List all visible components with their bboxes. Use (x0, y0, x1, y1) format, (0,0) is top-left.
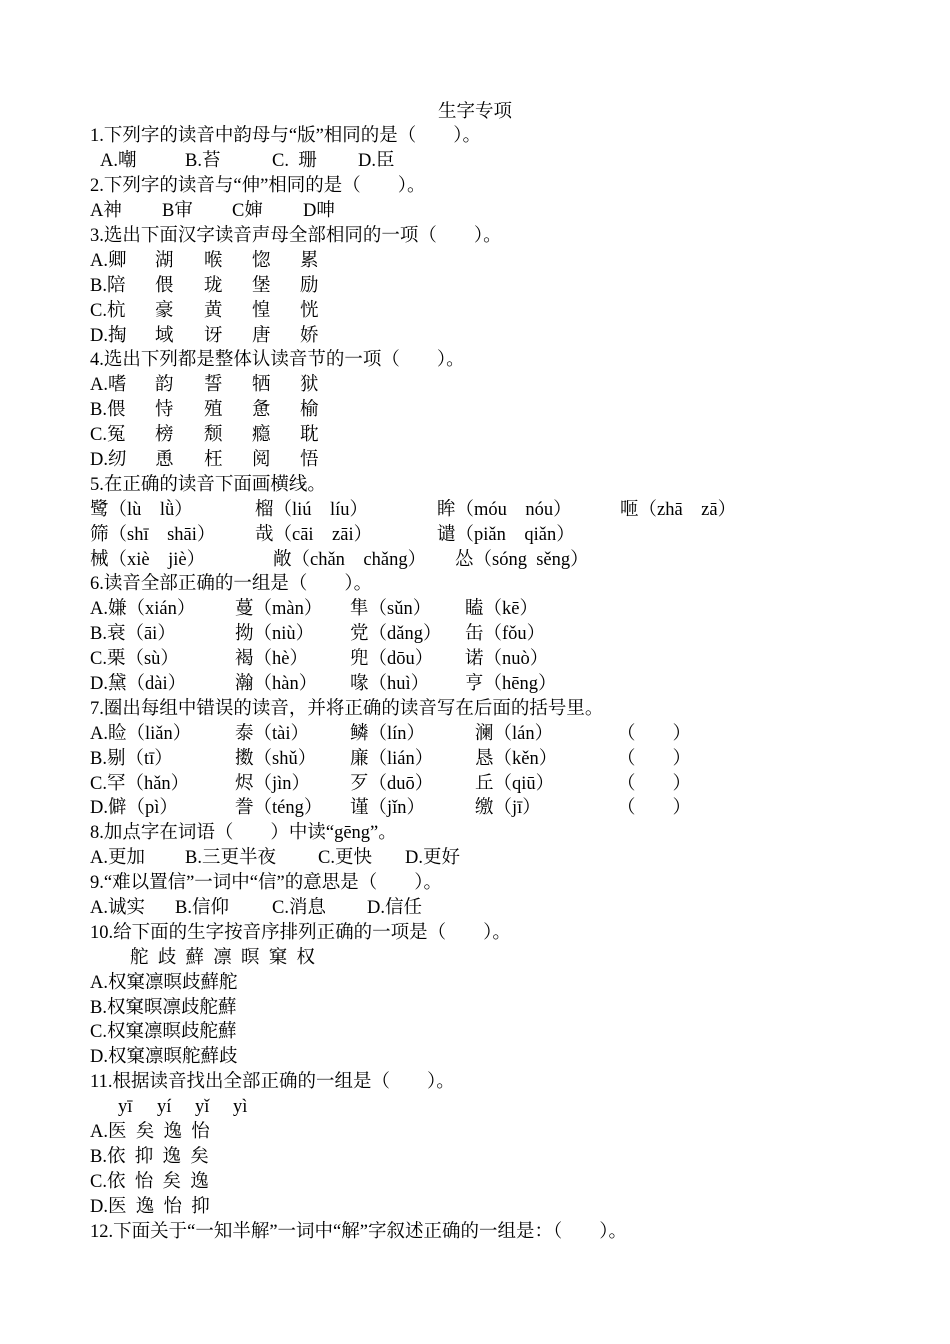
q1-option-b: B.苔 (185, 151, 221, 172)
q4-d-char-3: 枉 (204, 449, 223, 470)
q8-option-c: C.更快 (318, 848, 372, 869)
q1-stem-line (0, 124, 950, 149)
q3-option-row-b (0, 274, 950, 299)
q3-option-row-a (0, 249, 950, 274)
q3-b-char-5: 励 (300, 275, 319, 296)
q7-option-row-b (0, 747, 950, 772)
q4-option-row-c (0, 423, 950, 448)
q11-option-a: A.医 矣 逸 怡 (90, 1122, 210, 1143)
q7-c-answer-blank: （ ） (617, 773, 692, 794)
q6-d-item-3: 喙（huì） (350, 673, 430, 694)
q6-b-item-2: 拗（niù） (235, 624, 315, 645)
q3-stem: 3.选出下面汉字读音声母全部相同的一项（ ）。 (90, 225, 502, 246)
q6-option-row-d (0, 672, 950, 697)
q2-option-a: A神 (90, 201, 122, 222)
q5-item-song: 怂（sóng sěng） (455, 549, 589, 570)
q11-pinyin-4: yì (233, 1097, 248, 1118)
q6-d-item-2: 瀚（hàn） (235, 673, 318, 694)
q1-option-c: C. 珊 (272, 151, 317, 172)
question-1 (0, 124, 950, 174)
q10-option-c: C.权窠凛暝歧舵蘚 (90, 1022, 237, 1043)
q5-item-mou: 眸（móu nóu） (437, 499, 572, 520)
q10-characters: 舵 歧 蘚 凛 暝 窠 权 (130, 947, 316, 968)
question-11 (0, 1070, 950, 1219)
question-6 (0, 572, 950, 696)
q3-c-char-3: 黄 (204, 300, 223, 321)
q11-option-row-d (0, 1195, 950, 1220)
q6-option-row-b (0, 622, 950, 647)
q7-option-row-a (0, 722, 950, 747)
q8-stem: 8.加点字在词语（ ）中读“gēng”。 (90, 823, 397, 844)
q5-row-2 (0, 523, 950, 548)
q7-d-item-1: D.僻（pì） (90, 798, 178, 819)
question-12 (0, 1220, 950, 1245)
q6-stem: 6.读音全部正确的一组是（ ）。 (90, 574, 373, 595)
q4-c-char-1: C.冤 (90, 425, 126, 446)
q2-option-d: D呻 (303, 201, 335, 222)
q7-b-item-1: B.剔（tī） (90, 748, 173, 769)
question-8 (0, 821, 950, 871)
q3-a-char-5: 累 (300, 250, 319, 271)
q7-d-item-4: 缴（jī） (475, 798, 541, 819)
q5-stem: 5.在正确的读音下面画横线。 (90, 474, 326, 495)
q6-a-item-4: 瞌（kē） (465, 599, 538, 620)
q7-a-item-1: A.睑（liǎn） (90, 723, 192, 744)
q11-option-b: B.依 抑 逸 矣 (90, 1146, 209, 1167)
q6-c-item-1: C.栗（sù） (90, 649, 179, 670)
q7-option-row-d (0, 796, 950, 821)
q1-option-d: D.臣 (358, 151, 395, 172)
q3-c-char-5: 恍 (300, 300, 319, 321)
q10-option-b: B.权窠暝凛歧舵蘚 (90, 997, 237, 1018)
q3-stem-line (0, 224, 950, 249)
q4-d-char-2: 恿 (155, 449, 174, 470)
q4-a-char-1: A.嗜 (90, 375, 127, 396)
q7-d-item-2: 誊（téng） (235, 798, 323, 819)
q7-a-answer-blank: （ ） (617, 723, 692, 744)
q4-b-char-3: 殖 (204, 400, 223, 421)
question-9 (0, 871, 950, 921)
q12-stem: 12.下面关于“一知半解”一词中“解”字叙述正确的一组是：（ ）。 (90, 1221, 627, 1242)
q8-option-d: D.更好 (405, 848, 460, 869)
q10-stem: 10.给下面的生字按音序排列正确的一项是（ ）。 (90, 922, 511, 943)
q11-pinyin-2: yí (157, 1097, 172, 1118)
q9-options-row (0, 896, 950, 921)
q8-option-a: A.更加 (90, 848, 145, 869)
question-7 (0, 697, 950, 821)
q3-d-char-2: 域 (155, 325, 174, 346)
q11-option-d: D.医 逸 怡 抑 (90, 1196, 210, 1217)
q10-option-row-b (0, 996, 950, 1021)
q7-a-item-3: 鳞（lín） (350, 723, 426, 744)
q11-option-row-b (0, 1145, 950, 1170)
q2-stem: 2.下列字的读音与“伸”相同的是（ ）。 (90, 176, 426, 197)
q4-option-row-a (0, 373, 950, 398)
q5-row-3 (0, 548, 950, 573)
q4-d-char-4: 阅 (252, 449, 271, 470)
q5-item-shai: 筛（shī shāi） (90, 524, 216, 545)
q7-c-item-4: 丘（qiū） (475, 773, 555, 794)
q9-stem-line (0, 871, 950, 896)
q11-option-row-a (0, 1120, 950, 1145)
q5-row-1 (0, 498, 950, 523)
q7-b-item-2: 擞（shǔ） (235, 748, 317, 769)
q3-d-char-4: 唐 (252, 325, 271, 346)
q7-b-item-4: 恳（kěn） (475, 748, 558, 769)
q5-stem-line (0, 473, 950, 498)
q2-options-row (0, 199, 950, 224)
q11-stem-line (0, 1070, 950, 1095)
q3-d-char-5: 娇 (300, 325, 319, 346)
q6-d-item-1: D.黛（dài） (90, 673, 187, 694)
q7-c-item-1: C.罕（hǎn） (90, 773, 190, 794)
q3-d-char-1: D.掏 (90, 325, 127, 346)
q10-option-a: A.权窠凛暝歧蘚舵 (90, 972, 238, 993)
q7-stem: 7.圈出每组中错误的读音，并将正确的读音写在后面的括号里。 (90, 698, 604, 719)
q6-option-row-c (0, 647, 950, 672)
q11-pinyin-line (0, 1095, 950, 1120)
q7-a-item-2: 泰（tài） (235, 723, 309, 744)
q6-a-item-1: A.嫌（xián） (90, 599, 196, 620)
q5-item-lu: 鹭（lù lǜ） (90, 499, 193, 520)
q4-d-char-1: D.纫 (90, 449, 127, 470)
q11-option-row-c (0, 1170, 950, 1195)
question-5 (0, 473, 950, 573)
q2-stem-line (0, 174, 950, 199)
q3-c-char-1: C.杭 (90, 300, 126, 321)
q9-option-b: B.信仰 (175, 898, 229, 918)
q3-c-char-4: 惶 (252, 300, 271, 321)
q10-stem-line (0, 921, 950, 946)
q7-c-item-2: 烬（jìn） (235, 773, 311, 794)
q4-a-char-5: 狱 (300, 375, 319, 396)
q10-option-row-c (0, 1020, 950, 1045)
q4-b-char-1: B.偎 (90, 400, 126, 421)
q4-stem-line (0, 348, 950, 373)
q4-d-char-5: 悟 (300, 449, 319, 470)
q7-b-item-3: 廉（lián） (350, 748, 434, 769)
q6-b-item-3: 党（dǎng） (350, 624, 442, 645)
q3-c-char-2: 豪 (155, 300, 174, 321)
q7-d-item-3: 谨（jǐn） (350, 798, 426, 819)
page-title: 生字专项 (437, 101, 512, 122)
q10-option-row-a (0, 971, 950, 996)
q8-stem-line (0, 821, 950, 846)
q4-c-char-4: 瘾 (252, 425, 271, 446)
q3-a-char-3: 喉 (204, 250, 223, 271)
q5-item-liu: 榴（liú líu） (255, 499, 369, 520)
q5-item-zai: 哉（cāi zāi） (255, 524, 373, 545)
q11-option-c: C.依 怡 矣 逸 (90, 1171, 209, 1192)
q4-stem: 4.选出下列都是整体认读音节的一项（ ）。 (90, 350, 465, 371)
q4-c-char-5: 耽 (300, 425, 319, 446)
title-line (0, 100, 950, 125)
q4-a-char-2: 韵 (155, 375, 174, 396)
q1-stem: 1.下列字的读音中韵母与“版”相同的是（ ）。 (90, 126, 482, 147)
question-10 (0, 921, 950, 1070)
q7-a-item-4: 澜（lán） (475, 723, 554, 744)
question-3 (0, 224, 950, 348)
q5-item-qian: 谴（piǎn qiǎn） (437, 524, 575, 545)
q6-option-row-a (0, 597, 950, 622)
q6-a-item-3: 隼（sǔn） (350, 599, 432, 620)
q4-c-char-2: 榜 (155, 425, 174, 446)
q4-b-char-5: 榆 (300, 400, 319, 421)
q8-options-row (0, 846, 950, 871)
q7-stem-line (0, 697, 950, 722)
q4-b-char-2: 恃 (155, 400, 174, 421)
q7-c-item-3: 歹（duō） (350, 773, 434, 794)
q3-b-char-3: 珑 (204, 275, 223, 296)
q2-option-c: C婶 (232, 201, 263, 222)
q10-option-d: D.权窠凛暝舵蘚歧 (90, 1047, 238, 1068)
q10-option-row-d (0, 1045, 950, 1070)
q9-stem: 9.“难以置信”一词中“信”的意思是（ ）。 (90, 873, 442, 894)
q11-pinyin-3: yǐ (195, 1097, 210, 1118)
q5-item-chang: 敞（chǎn chǎng） (273, 549, 427, 570)
q1-options-row (0, 149, 950, 174)
q9-option-d: D.信任 (367, 898, 422, 918)
q10-characters-line (0, 946, 950, 971)
q1-option-a: A.嘲 (100, 151, 137, 172)
q6-c-item-2: 褐（hè） (235, 649, 308, 670)
q3-a-char-1: A.卿 (90, 250, 127, 271)
q9-option-a: A.诚实 (90, 898, 145, 918)
q11-stem: 11.根据读音找出全部正确的一组是（ ）。 (90, 1072, 455, 1093)
q7-d-answer-blank: （ ） (617, 798, 692, 819)
q9-option-c: C.消息 (272, 898, 326, 918)
q2-option-b: B审 (162, 201, 193, 222)
q3-d-char-3: 讶 (204, 325, 223, 346)
q3-b-char-2: 偎 (155, 275, 174, 296)
q3-a-char-2: 湖 (155, 250, 174, 271)
q3-option-row-c (0, 299, 950, 324)
q6-c-item-3: 兜（dōu） (350, 649, 434, 670)
q4-a-char-3: 誓 (204, 375, 223, 396)
q7-b-answer-blank: （ ） (617, 748, 692, 769)
q5-item-za: 咂（zhā zā） (620, 499, 737, 520)
q11-pinyin-1: yī (118, 1097, 133, 1118)
q8-option-b: B.三更半夜 (185, 848, 276, 869)
q6-a-item-2: 蔓（màn） (235, 599, 323, 620)
q6-b-item-4: 缶（fǒu） (465, 624, 546, 645)
q3-option-row-d (0, 324, 950, 349)
q3-b-char-4: 堡 (252, 275, 271, 296)
q12-stem-line (0, 1220, 950, 1245)
question-4 (0, 348, 950, 472)
q5-item-xie: 械（xiè jiè） (90, 549, 206, 570)
q7-option-row-c (0, 772, 950, 797)
q6-c-item-4: 诺（nuò） (465, 649, 549, 670)
question-2 (0, 174, 950, 224)
q6-stem-line (0, 572, 950, 597)
q4-a-char-4: 牺 (252, 375, 271, 396)
q6-d-item-4: 亨（hēng） (465, 673, 557, 694)
q4-option-row-d (0, 448, 950, 473)
q4-option-row-b (0, 398, 950, 423)
q6-b-item-1: B.衰（āi） (90, 624, 176, 645)
q4-b-char-4: 惫 (252, 400, 271, 421)
q3-a-char-4: 惚 (252, 250, 271, 271)
q3-b-char-1: B.陪 (90, 275, 126, 296)
q4-c-char-3: 颓 (204, 425, 223, 446)
